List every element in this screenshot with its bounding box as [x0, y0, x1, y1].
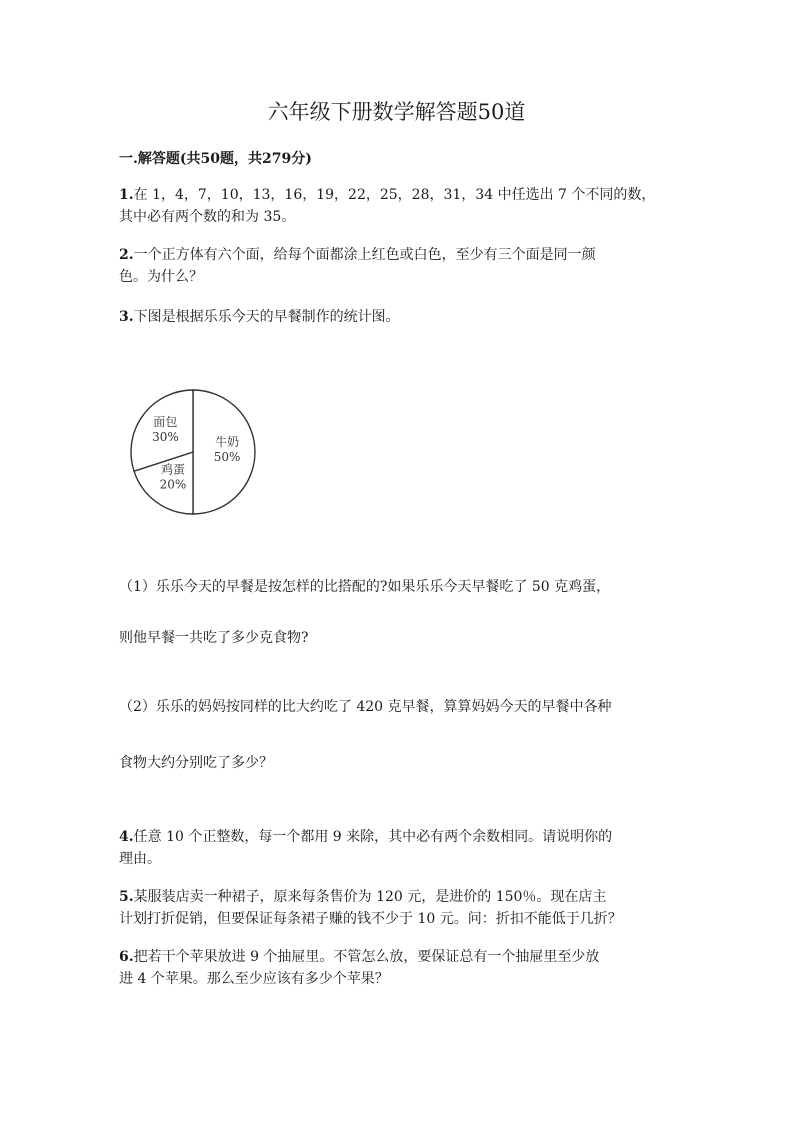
- question-6: [119, 946, 679, 990]
- question-text: 其中必有两个数的和为 35。: [119, 209, 296, 225]
- pie-slice-label: 鸡蛋: [160, 462, 186, 477]
- question-text: 进 4 个苹果。那么至少应该有多少个苹果？: [119, 971, 389, 987]
- question-number: 5.: [119, 889, 134, 905]
- question-3: [119, 306, 679, 328]
- question-number: 1.: [119, 187, 134, 203]
- question-text: 把若干个苹果放进 9 个抽屉里。不管怎么放，要保证总有一个抽屉里至少放: [133, 949, 600, 965]
- sub-question-1-line-2: 则他早餐一共吃了多少克食物?: [119, 630, 309, 646]
- question-text: 任意 10 个正整数，每一个都用 9 来除，其中必有两个余数相同。请说明你的: [133, 829, 613, 845]
- question-1: [119, 184, 679, 228]
- pie-slice-label: 牛奶: [215, 435, 240, 449]
- sub-question-2-line-1: （2）乐乐的妈妈按同样的比大约吃了 420 克早餐，算算妈妈今天的早餐中各种: [119, 699, 612, 715]
- question-text: 计划打折促销，但要保证每条裙子赚的钱不少于 10 元。问：折扣不能低于几折？: [119, 911, 622, 927]
- question-number: 4.: [119, 829, 134, 845]
- section-heading: 一.解答题(共50题，共279分): [119, 151, 312, 167]
- question-number: 3.: [119, 309, 134, 325]
- pie-slice-value: 20%: [159, 477, 187, 492]
- pie-slice-value: 30%: [152, 430, 179, 444]
- question-text: 色。为什么？: [119, 269, 203, 285]
- pie-slice-label: 面包: [153, 415, 178, 429]
- question-5: [119, 886, 679, 930]
- page-title: 六年级下册数学解答题50道: [267, 100, 526, 124]
- pie-slice-value: 50%: [213, 450, 241, 464]
- question-text: 下图是根据乐乐今天的早餐制作的统计图。: [133, 309, 400, 325]
- question-text: 某服装店卖一种裙子，原来每条售价为 120 元，是进价的 150％。现在店主: [133, 889, 607, 905]
- breakfast-pie-chart: [126, 385, 260, 519]
- question-text: 在 1，4，7，10，13，16，19，22，25，28，31，34 中任选出 7 个不同的数，: [133, 187, 656, 203]
- question-4: [119, 826, 679, 870]
- sub-question-2-line-2: 食物大约分别吃了多少？: [119, 755, 273, 771]
- question-number: 6.: [119, 949, 134, 965]
- question-number: 2.: [119, 247, 134, 263]
- question-text: 一个正方体有六个面，给每个面都涂上红色或白色，至少有三个面是同一颜: [133, 247, 596, 263]
- sub-question-1-line-1: （1）乐乐今天的早餐是按怎样的比搭配的?如果乐乐今天早餐吃了 50 克鸡蛋，: [119, 579, 611, 595]
- question-2: [119, 244, 679, 288]
- question-text: 理由。: [119, 851, 161, 867]
